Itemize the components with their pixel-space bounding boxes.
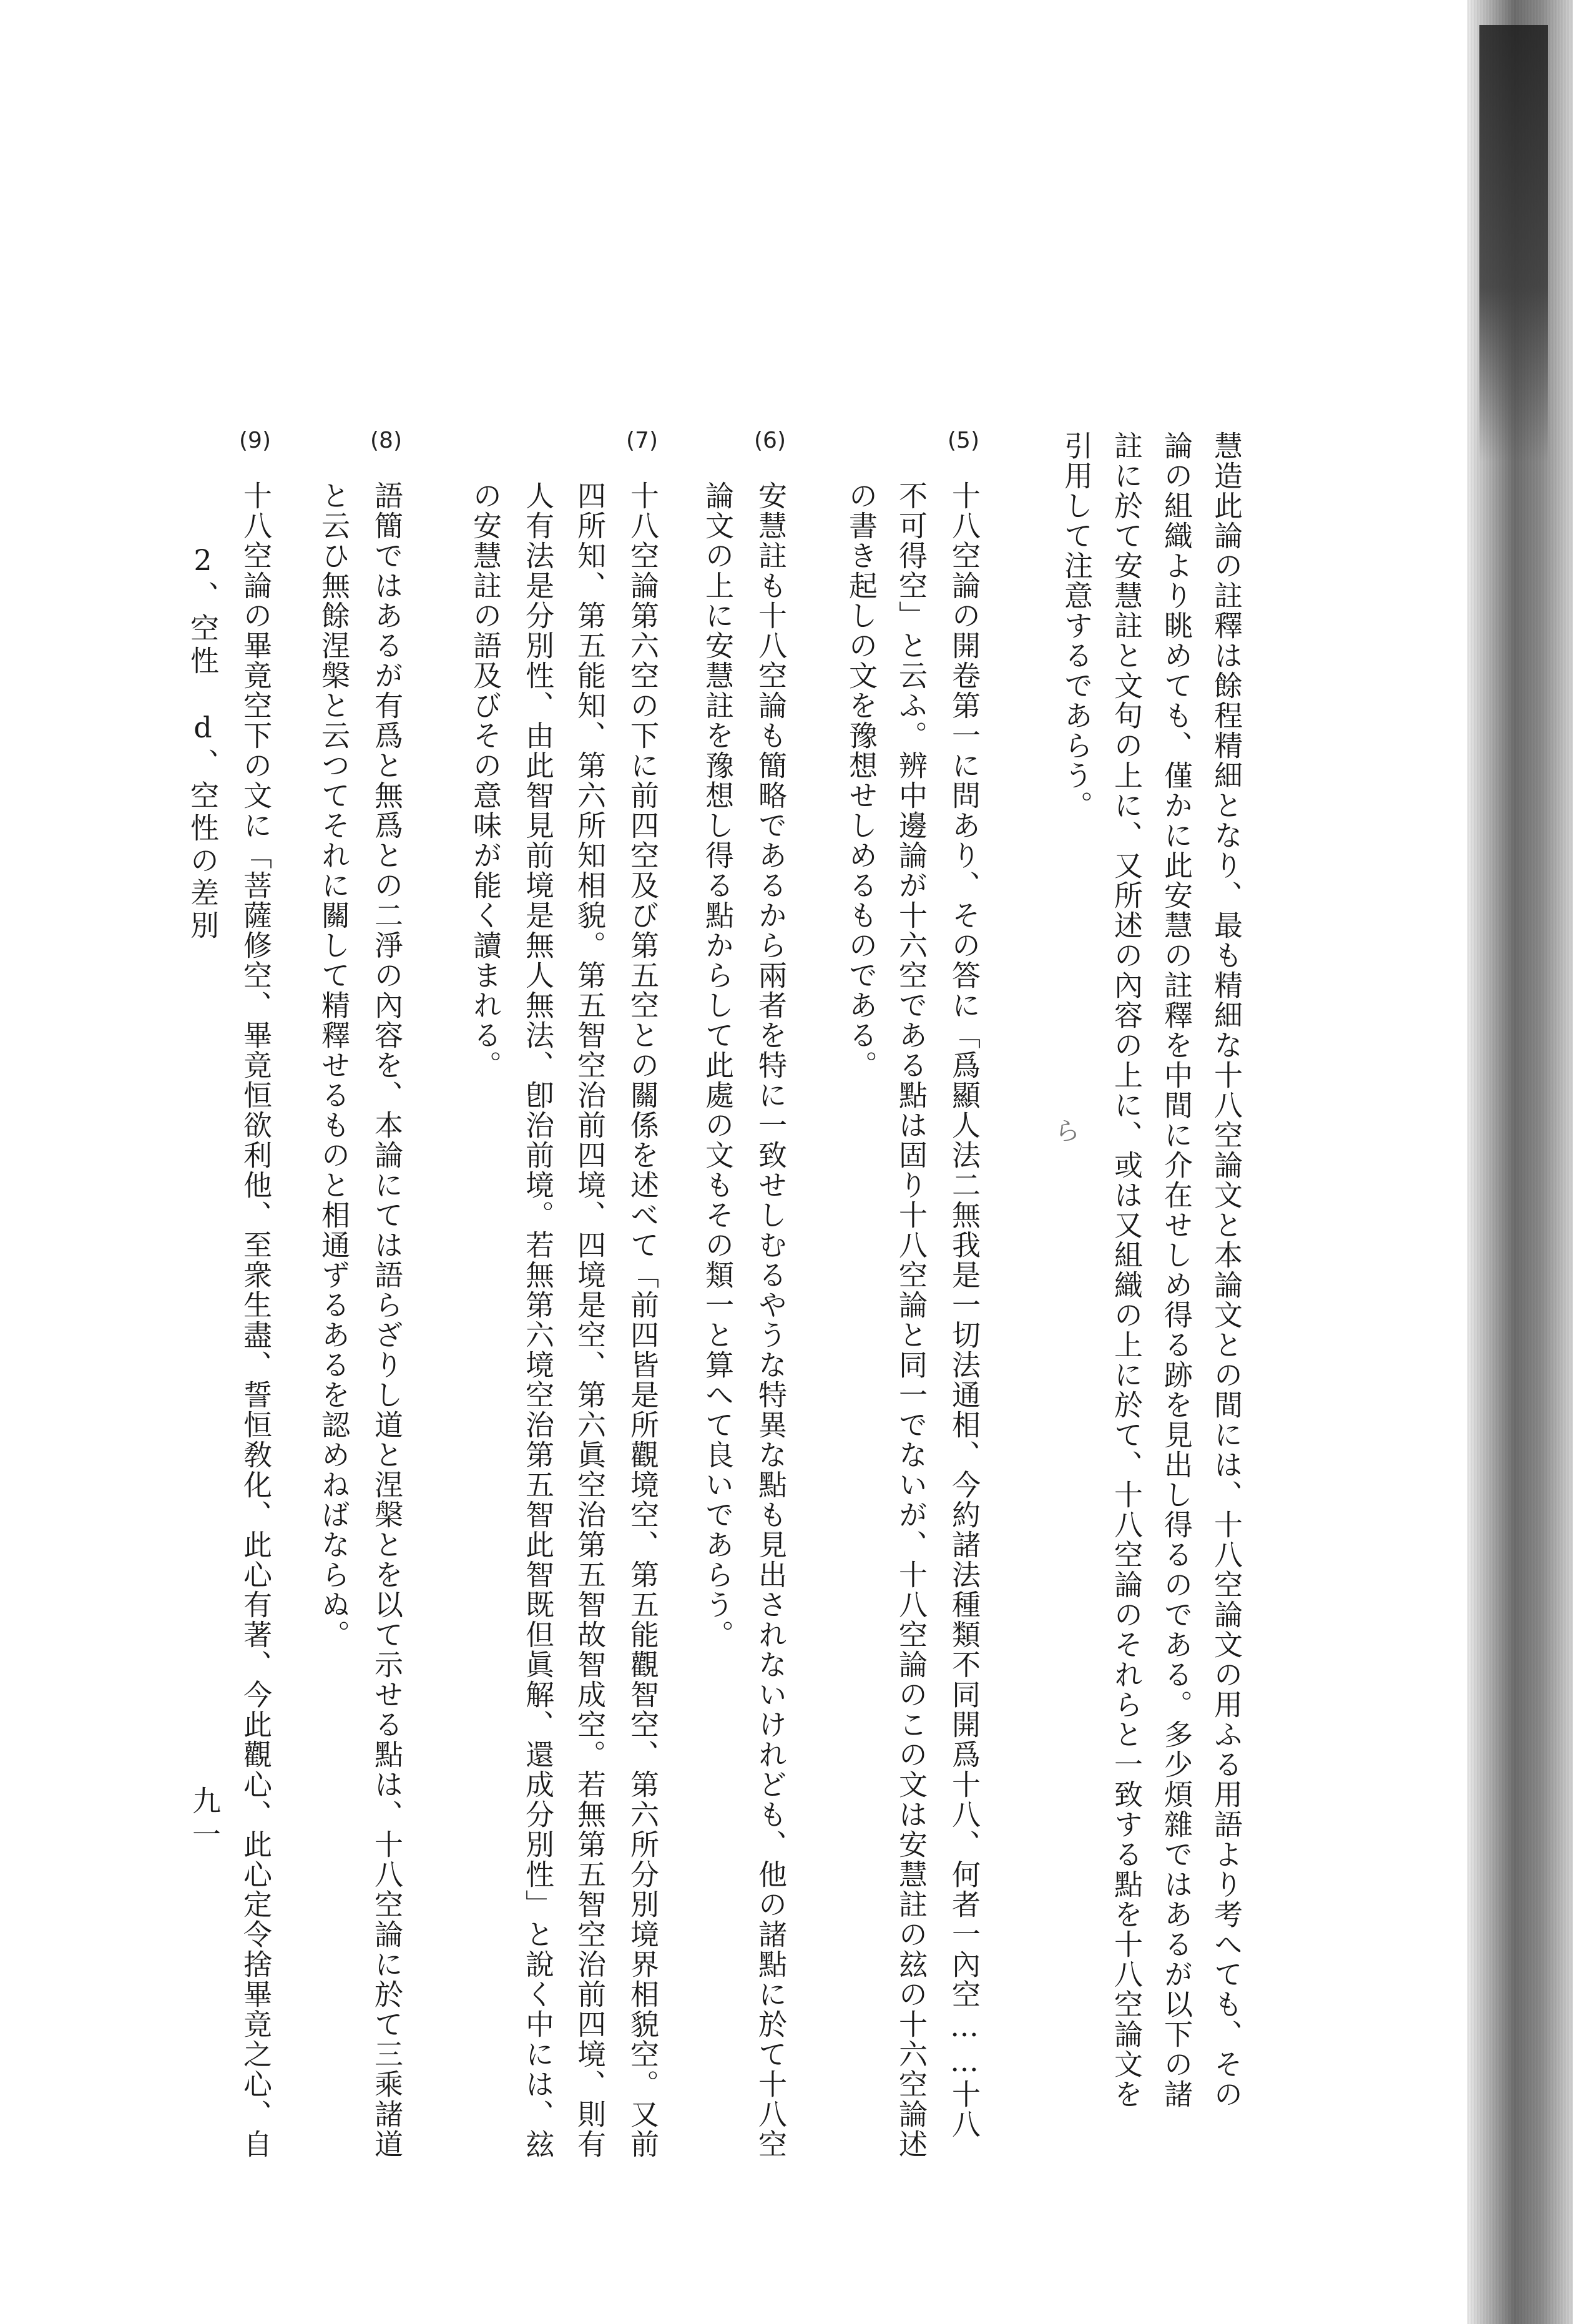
text-line: 論文の上に安慧註を豫想し得る點からして此處の文もその類一と算へて良いであらう。: [701, 481, 735, 1650]
text-line: 十八空論の畢竟空下の文に「菩薩修空、畢竟恒欲利他、至衆生盡、誓恒敎化、此心有著、今此觀心、此心定令捨畢竟之心、自: [239, 481, 273, 2159]
scan-shadow-top: [1479, 25, 1548, 462]
text-line: 不可得空」と云ふ。辨中邊論が十六空である點は固り十八空論と同一でないが、十八空論のこの文は安慧註の玆の十六空論述: [894, 481, 928, 2159]
note-number: (8): [370, 428, 402, 453]
note-number: (9): [239, 428, 271, 453]
text-line: 註に於て安慧註と文句の上に、又所述の內容の上に、或は又組織の上に於て、十八空論のそれらと一致する點を十八空論文を: [1110, 431, 1144, 2109]
note-number: (5): [948, 428, 979, 453]
text-line: 論の組織より眺めても、僅かに此安慧の註釋を中間に介在せしめ得る跡を見出し得るのである。多少煩雜ではあるが以下の諸: [1160, 431, 1193, 2109]
text-line: 人有法是分別性、由此智見前境是無人無法、卽治前境。若無第六境空治第五智此智既但眞解、還成分別性」と說く中には、玆: [521, 481, 555, 2159]
margin-mark: ら: [1055, 1117, 1080, 1146]
text-line: 十八空論の開卷第一に問あり、その答に「爲顯人法二無我是一切法通相、今約諸法種類不同開爲十八、何者一內空……十八: [948, 481, 981, 2139]
text-line: と云ひ無餘涅槃と云つてそれに關して精釋せるものと相通ずるあるを認めねばならぬ。: [317, 481, 351, 1650]
text-line: 引用して注意するであらう。: [1060, 431, 1094, 820]
text-line: の安慧註の語及びその意味が能く讀まれる。: [469, 481, 502, 1080]
text-line: 慧造此論の註釋は餘程精細となり、最も精細な十八空論文と本論文との間には、十八空論文の用ふる用語より考へても、その: [1210, 431, 1243, 2109]
text-line: 十八空論第六空の下に前四空及び第五空との關係を述べて「前四皆是所觀境空、第五能觀智空、第六所分別境界相貌空。又前: [626, 481, 660, 2159]
note-number: (7): [626, 428, 658, 453]
text-line: 安慧註も十八空論も簡略であるから兩者を特に一致せしむるやうな特異な點も見出されないけれども、他の諸點に於て十八空: [754, 481, 788, 2159]
section-footer: 2、空性 d、空性の差別: [186, 543, 220, 943]
note-number: (6): [754, 428, 786, 453]
text-line: の書き起しの文を豫想せしめるものである。: [845, 481, 878, 1080]
text-line: 語簡ではあるが有爲と無爲との二淨の內容を、本論にては語らざりし道と涅槃とを以て示せる點は、十八空論に於て三乘諸道: [370, 481, 404, 2159]
page-number: 九一: [188, 1786, 222, 1853]
text-line: 四所知、第五能知、第六所知相貌。第五智空治前四境、四境是空、第六眞空治第五智故智成空。若無第五智空治前四境、則有: [573, 481, 607, 2159]
